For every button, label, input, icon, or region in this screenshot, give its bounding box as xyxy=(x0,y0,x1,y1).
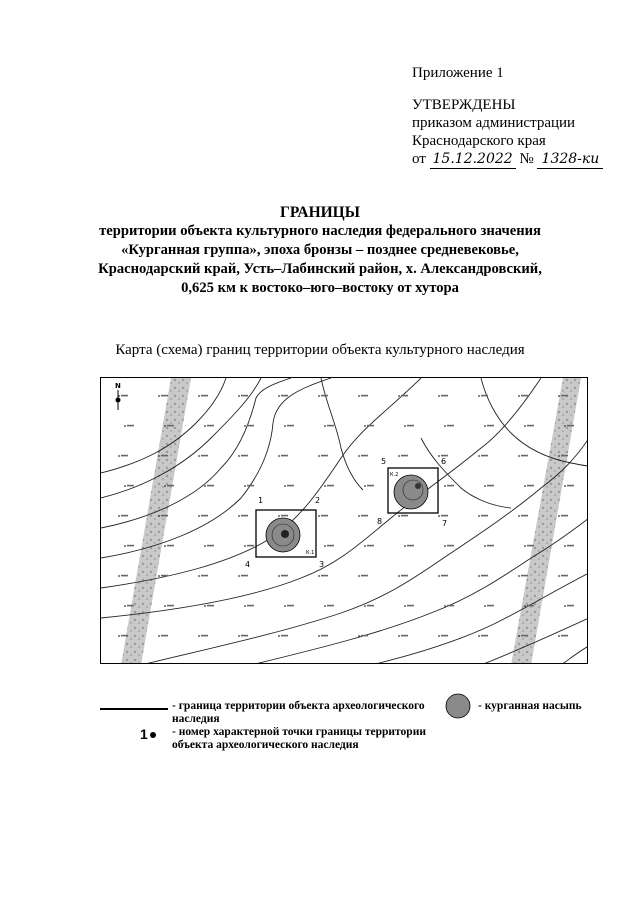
spot-height-dot xyxy=(278,455,280,457)
spot-height-dot xyxy=(124,425,126,427)
spot-height-dot xyxy=(164,545,166,547)
spot-height-value xyxy=(327,485,334,487)
spot-height-dot xyxy=(484,605,486,607)
spot-height-value xyxy=(441,395,448,397)
point-label-6: 6 xyxy=(441,457,447,466)
spot-height-value xyxy=(241,395,248,397)
spot-height-value xyxy=(567,545,574,547)
spot-height-value xyxy=(321,515,328,517)
point-label-2: 2 xyxy=(315,496,321,505)
road-right xyxy=(511,378,581,664)
legend-symbols xyxy=(98,703,170,747)
spot-height-value xyxy=(327,425,334,427)
spot-height-dot xyxy=(398,455,400,457)
spot-height-value xyxy=(407,545,414,547)
spot-height-value xyxy=(167,485,174,487)
mound-label-k1: К.1 xyxy=(306,550,315,556)
spot-height-value xyxy=(561,515,568,517)
spot-height-dot xyxy=(404,545,406,547)
spot-height-dot xyxy=(518,395,520,397)
spot-height-value xyxy=(247,545,254,547)
spot-height-dot xyxy=(518,455,520,457)
spot-height-value xyxy=(407,425,414,427)
spot-height-dot xyxy=(358,455,360,457)
point-label-3: 3 xyxy=(319,560,325,569)
spot-height-dot xyxy=(318,395,320,397)
spot-height-dot xyxy=(164,605,166,607)
spot-height-value xyxy=(161,455,168,457)
spot-height-dot xyxy=(238,395,240,397)
spot-height-value xyxy=(447,545,454,547)
spot-height-dot xyxy=(478,575,480,577)
spot-height-value xyxy=(367,425,374,427)
order-line2: Краснодарского края xyxy=(412,133,546,149)
spot-height-value xyxy=(361,635,368,637)
spot-height-value xyxy=(527,485,534,487)
title-line3: Краснодарский край, Усть–Лабинский район, х. Александровский, xyxy=(98,261,542,277)
spot-height-value xyxy=(561,575,568,577)
spot-height-dot xyxy=(198,455,200,457)
spot-height-value xyxy=(567,605,574,607)
spot-height-value xyxy=(481,395,488,397)
spot-height-dot xyxy=(238,575,240,577)
spot-height-dot xyxy=(398,515,400,517)
legend-boundary-line1: - граница территории объекта археологического xyxy=(172,700,425,712)
spot-height-value xyxy=(281,455,288,457)
spot-height-dot xyxy=(558,575,560,577)
legend-boundary xyxy=(172,700,425,726)
legend-point-line2: объекта археологического наследия xyxy=(172,739,359,751)
spot-height-value xyxy=(447,425,454,427)
spot-height-value xyxy=(161,395,168,397)
spot-height-dot xyxy=(244,605,246,607)
mound-label-k2: К.2 xyxy=(390,472,399,478)
spot-height-dot xyxy=(164,425,166,427)
spot-height-dot xyxy=(118,635,120,637)
spot-height-value xyxy=(561,455,568,457)
document-title xyxy=(40,203,600,298)
spot-height-dot xyxy=(558,455,560,457)
spot-height-value xyxy=(487,485,494,487)
spot-height-value xyxy=(521,395,528,397)
spot-height-dot xyxy=(284,425,286,427)
spot-height-dot xyxy=(364,545,366,547)
spot-height-value xyxy=(247,425,254,427)
spot-height-dot xyxy=(118,575,120,577)
spot-height-dot xyxy=(524,425,526,427)
spot-height-dot xyxy=(524,605,526,607)
north-arrow xyxy=(115,382,121,410)
spot-height-value xyxy=(521,635,528,637)
point-label-1: 1 xyxy=(258,496,264,505)
spot-height-dot xyxy=(244,485,246,487)
spot-height-value xyxy=(367,545,374,547)
spot-height-value xyxy=(161,515,168,517)
spot-height-dot xyxy=(198,575,200,577)
spot-height-dot xyxy=(244,545,246,547)
spot-height-dot xyxy=(524,545,526,547)
spot-height-dot xyxy=(478,395,480,397)
spot-height-dot xyxy=(564,545,566,547)
spot-height-dot xyxy=(358,575,360,577)
spot-height-value xyxy=(167,605,174,607)
spot-height-dot xyxy=(364,485,366,487)
spot-height-dot xyxy=(398,395,400,397)
spot-height-value xyxy=(127,485,134,487)
order-line1: приказом администрации xyxy=(412,115,576,131)
spot-height-value xyxy=(441,515,448,517)
spot-height-value xyxy=(481,455,488,457)
spot-height-dot xyxy=(558,395,560,397)
spot-height-value xyxy=(207,605,214,607)
spot-height-dot xyxy=(478,455,480,457)
legend-boundary-line2: наследия xyxy=(172,713,220,725)
spot-height-value xyxy=(327,545,334,547)
spot-height-value xyxy=(527,545,534,547)
spot-height-value xyxy=(481,575,488,577)
point-label-7: 7 xyxy=(442,519,448,528)
spot-height-dot xyxy=(478,515,480,517)
spot-height-dot xyxy=(324,605,326,607)
spot-height-dot xyxy=(558,515,560,517)
spot-height-value xyxy=(521,455,528,457)
number-sign: № xyxy=(519,151,534,167)
spot-height-value xyxy=(207,545,214,547)
spot-height-value xyxy=(201,575,208,577)
spot-height-dot xyxy=(284,605,286,607)
spot-height-dot xyxy=(564,485,566,487)
spot-height-value xyxy=(521,515,528,517)
spot-height-dot xyxy=(204,485,206,487)
spot-height-value xyxy=(361,395,368,397)
spot-height-dot xyxy=(478,635,480,637)
legend-mound-symbol xyxy=(444,692,472,720)
spot-height-value xyxy=(361,575,368,577)
spot-height-dot xyxy=(438,455,440,457)
spot-height-value xyxy=(161,635,168,637)
spot-height-value xyxy=(367,605,374,607)
spot-height-value xyxy=(367,485,374,487)
spot-height-value xyxy=(281,515,288,517)
spot-height-dot xyxy=(438,635,440,637)
date-prefix: от xyxy=(412,151,426,167)
spot-heights xyxy=(118,395,574,637)
spot-height-dot xyxy=(124,485,126,487)
spot-height-value xyxy=(121,575,128,577)
spot-height-value xyxy=(407,605,414,607)
order-number: 1328-ки xyxy=(537,150,603,169)
spot-height-value xyxy=(121,395,128,397)
spot-height-dot xyxy=(278,635,280,637)
legend-mound: - курганная насыпь xyxy=(478,700,582,712)
spot-height-dot xyxy=(438,575,440,577)
spot-height-value xyxy=(281,575,288,577)
spot-height-dot xyxy=(324,425,326,427)
spot-height-dot xyxy=(198,395,200,397)
spot-height-dot xyxy=(124,545,126,547)
spot-height-dot xyxy=(318,575,320,577)
spot-height-dot xyxy=(158,395,160,397)
spot-height-value xyxy=(207,425,214,427)
spot-height-dot xyxy=(364,425,366,427)
spot-height-dot xyxy=(358,635,360,637)
spot-height-dot xyxy=(118,515,120,517)
spot-height-value xyxy=(447,605,454,607)
spot-height-dot xyxy=(444,605,446,607)
spot-height-value xyxy=(401,635,408,637)
approval-block xyxy=(412,64,603,169)
spot-height-value xyxy=(121,515,128,517)
spot-height-dot xyxy=(564,425,566,427)
spot-height-dot xyxy=(364,605,366,607)
spot-height-value xyxy=(401,395,408,397)
spot-height-dot xyxy=(404,425,406,427)
spot-height-value xyxy=(241,575,248,577)
spot-height-value xyxy=(201,515,208,517)
spot-height-value xyxy=(441,635,448,637)
spot-height-value xyxy=(121,635,128,637)
spot-height-dot xyxy=(118,455,120,457)
spot-height-value xyxy=(567,425,574,427)
spot-height-dot xyxy=(518,635,520,637)
spot-height-dot xyxy=(518,575,520,577)
spot-height-value xyxy=(527,425,534,427)
map-caption: Карта (схема) границ территории объекта культурного наследия xyxy=(115,342,525,358)
spot-height-value xyxy=(247,485,254,487)
spot-height-value xyxy=(401,575,408,577)
spot-height-value xyxy=(401,455,408,457)
spot-height-dot xyxy=(358,515,360,517)
spot-height-dot xyxy=(238,635,240,637)
spot-height-dot xyxy=(278,515,280,517)
spot-height-value xyxy=(327,605,334,607)
spot-height-value xyxy=(241,455,248,457)
boundary-map xyxy=(100,377,588,664)
spot-height-dot xyxy=(324,485,326,487)
legend-point-line1: - номер характерной точки границы территории xyxy=(172,726,426,738)
spot-height-value xyxy=(241,635,248,637)
spot-height-dot xyxy=(158,455,160,457)
spot-height-dot xyxy=(238,515,240,517)
spot-height-value xyxy=(127,605,134,607)
spot-height-dot xyxy=(398,635,400,637)
spot-height-value xyxy=(127,545,134,547)
spot-height-dot xyxy=(484,425,486,427)
road-left xyxy=(121,378,191,664)
spot-height-value xyxy=(247,605,254,607)
spot-height-dot xyxy=(204,605,206,607)
north-label: N xyxy=(115,382,121,390)
spot-height-value xyxy=(207,485,214,487)
appendix-label: Приложение 1 xyxy=(412,65,504,81)
spot-height-value xyxy=(281,395,288,397)
spot-height-dot xyxy=(158,515,160,517)
title-line1: территории объекта культурного наследия федерального значения xyxy=(99,223,541,239)
spot-height-value xyxy=(361,515,368,517)
spot-height-dot xyxy=(198,635,200,637)
spot-height-value xyxy=(527,605,534,607)
spot-height-dot xyxy=(358,395,360,397)
spot-height-value xyxy=(161,575,168,577)
spot-height-dot xyxy=(204,425,206,427)
spot-height-value xyxy=(321,575,328,577)
spot-height-value xyxy=(121,455,128,457)
spot-height-dot xyxy=(438,515,440,517)
spot-height-dot xyxy=(484,545,486,547)
spot-height-dot xyxy=(244,425,246,427)
spot-height-dot xyxy=(444,485,446,487)
spot-height-value xyxy=(441,575,448,577)
spot-height-dot xyxy=(444,545,446,547)
spot-height-value xyxy=(481,515,488,517)
title-line2: «Курганная группа», эпоха бронзы – позднее средневековье, xyxy=(121,242,519,258)
spot-height-value xyxy=(201,455,208,457)
spot-height-value xyxy=(287,425,294,427)
spot-height-value xyxy=(321,635,328,637)
spot-height-dot xyxy=(404,605,406,607)
spot-height-value xyxy=(281,635,288,637)
approved-label: УТВЕРЖДЕНЫ xyxy=(412,97,516,113)
spot-height-dot xyxy=(524,485,526,487)
spot-height-value xyxy=(561,635,568,637)
spot-height-dot xyxy=(318,635,320,637)
spot-height-dot xyxy=(278,575,280,577)
spot-height-dot xyxy=(198,515,200,517)
spot-height-dot xyxy=(164,485,166,487)
point-label-8: 8 xyxy=(377,517,383,526)
spot-height-dot xyxy=(318,455,320,457)
spot-height-value xyxy=(487,605,494,607)
spot-height-dot xyxy=(324,545,326,547)
spot-height-dot xyxy=(158,635,160,637)
order-date-line xyxy=(412,150,603,169)
spot-height-dot xyxy=(284,485,286,487)
legend-point-symbol xyxy=(140,726,156,742)
spot-height-value xyxy=(481,635,488,637)
spot-height-value xyxy=(201,395,208,397)
spot-height-value xyxy=(321,395,328,397)
spot-height-dot xyxy=(438,395,440,397)
spot-height-value xyxy=(287,605,294,607)
spot-height-value xyxy=(127,425,134,427)
spot-height-dot xyxy=(204,545,206,547)
spot-height-value xyxy=(167,425,174,427)
spot-height-value xyxy=(447,485,454,487)
spot-height-dot xyxy=(318,515,320,517)
point-dot-icon xyxy=(150,732,156,738)
spot-height-dot xyxy=(444,425,446,427)
legend-point-number: 1 xyxy=(140,726,148,742)
spot-height-value xyxy=(567,485,574,487)
spot-height-value xyxy=(487,545,494,547)
spot-height-value xyxy=(321,455,328,457)
spot-height-value xyxy=(167,545,174,547)
legend-point xyxy=(172,726,426,752)
spot-height-value xyxy=(401,515,408,517)
spot-height-dot xyxy=(564,605,566,607)
spot-height-dot xyxy=(398,575,400,577)
spot-height-value xyxy=(201,635,208,637)
point-label-4: 4 xyxy=(245,560,251,569)
spot-height-value xyxy=(521,575,528,577)
spot-height-dot xyxy=(518,515,520,517)
point-label-5: 5 xyxy=(381,457,387,466)
spot-height-value xyxy=(487,425,494,427)
spot-height-dot xyxy=(278,395,280,397)
spot-height-dot xyxy=(238,455,240,457)
title-heading: ГРАНИЦЫ xyxy=(280,204,360,221)
title-line4: 0,625 км к востоко–юго–востоку от хутора xyxy=(181,280,459,296)
map-svg xyxy=(101,378,588,664)
spot-height-dot xyxy=(124,605,126,607)
spot-height-value xyxy=(287,485,294,487)
spot-height-value xyxy=(241,515,248,517)
spot-height-dot xyxy=(158,575,160,577)
spot-height-dot xyxy=(484,485,486,487)
spot-height-value xyxy=(561,395,568,397)
spot-height-value xyxy=(361,455,368,457)
order-date: 15.12.2022 xyxy=(430,150,516,169)
spot-height-dot xyxy=(558,635,560,637)
